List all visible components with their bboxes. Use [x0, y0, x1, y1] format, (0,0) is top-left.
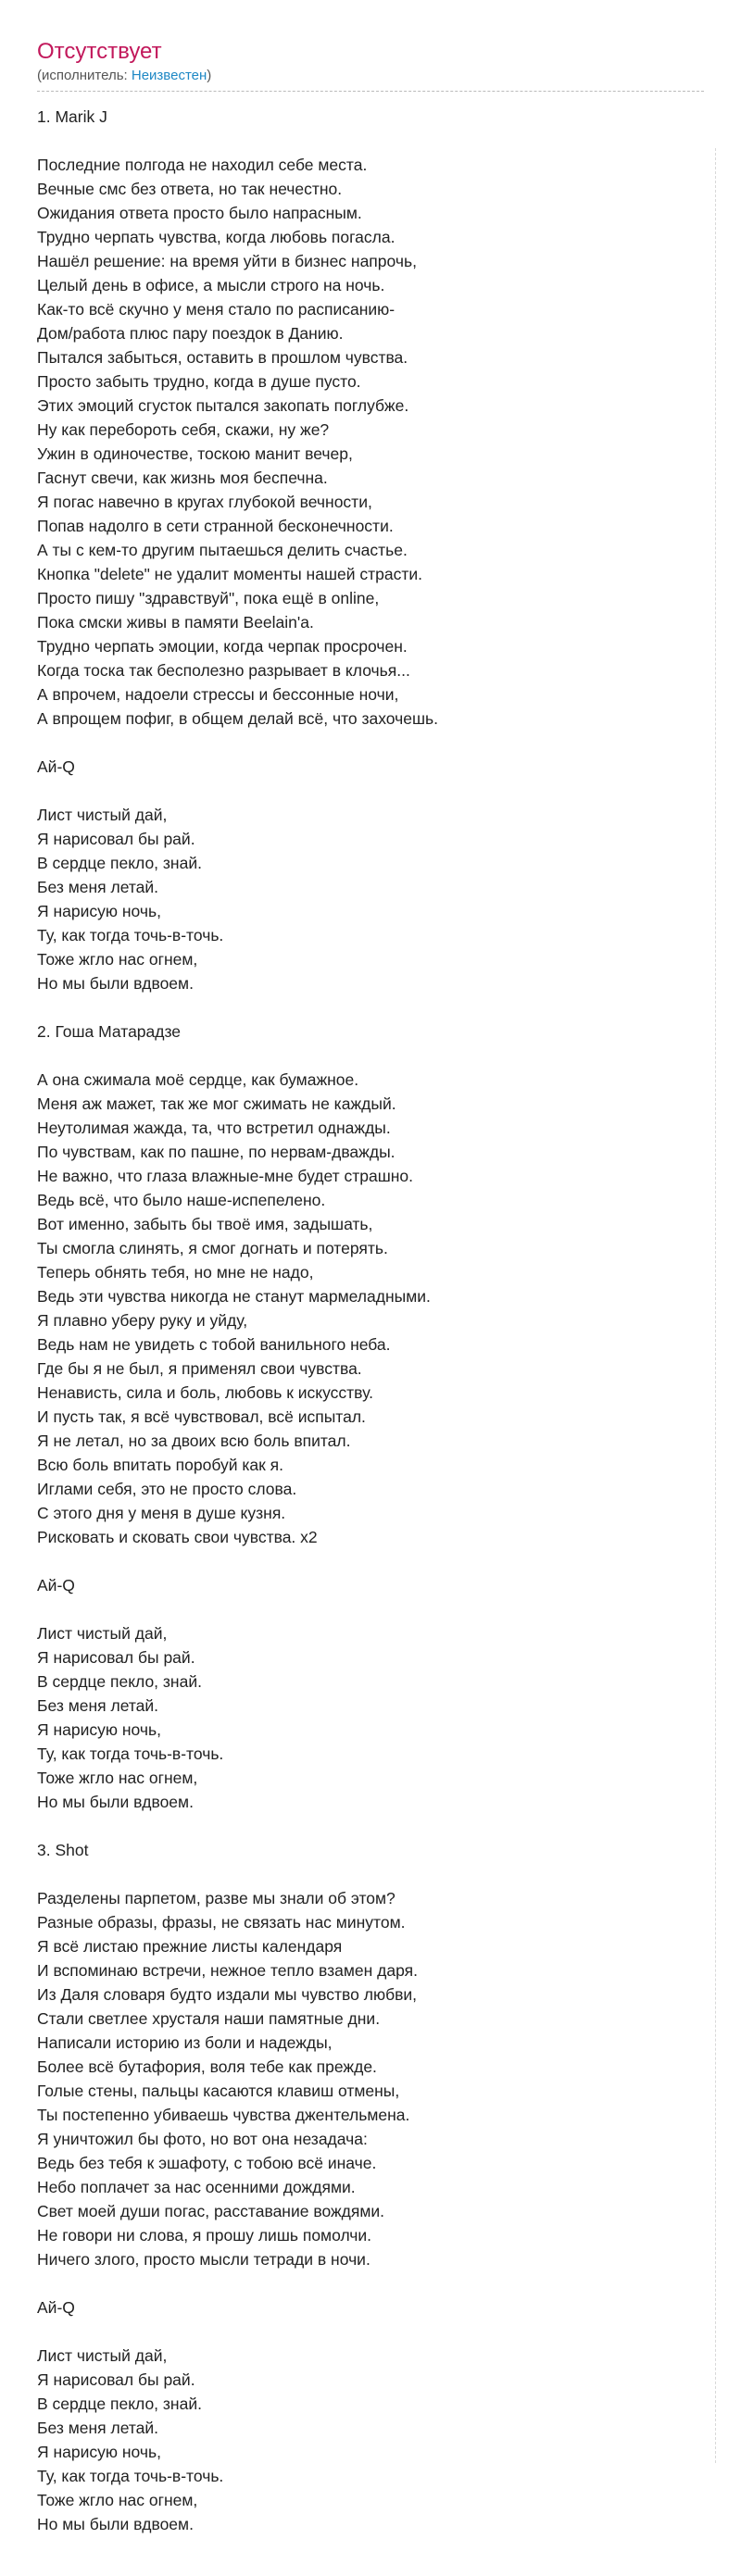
lyric-line: Я нарисую ночь, [37, 1720, 162, 1739]
lyric-line: Просто забыть трудно, когда в душе пусто. [37, 372, 361, 391]
lyric-line: Гаснут свечи, как жизнь моя беспечна. [37, 469, 328, 487]
lyric-line: Ведь нам не увидеть с тобой ванильного неба. [37, 1335, 391, 1354]
lyric-line: Трудно черпать чувства, когда любовь погасла. [37, 228, 396, 246]
artist-line [37, 67, 704, 92]
lyric-line: Я нарисовал бы рай. [37, 1648, 195, 1667]
lyric-line: Ничего злого, просто мысли тетради в ночи. [37, 2250, 370, 2269]
blank-line [37, 731, 704, 755]
lyric-line: Голые стены, пальцы касаются клавиш отмены, [37, 2082, 400, 2100]
lyric-line: Этих эмоций сгусток пытался закопать поглубже. [37, 396, 409, 415]
lyrics-page [37, 39, 704, 2536]
lyric-line: Более всё бутафория, воля тебе как прежде. [37, 2057, 377, 2076]
lyric-line: А ты с кем-то другим пытаешься делить счастье. [37, 541, 408, 559]
lyric-line: По чувствам, как по пашне, по нервам-дважды. [37, 1143, 396, 1161]
lyric-line: Когда тоска так бесполезно разрывает в клочья... [37, 661, 410, 680]
lyric-line: Ведь без тебя к эшафоту, с тобою всё иначе. [37, 2154, 377, 2172]
lyric-line: Ты постепенно убиваешь чувства джентельмена. [37, 2106, 410, 2124]
lyric-line: Я нарисовал бы рай. [37, 830, 195, 848]
lyric-line: Лист чистый дай, [37, 1624, 168, 1643]
lyric-line: Неутолимая жажда, та, что встретил однажды. [37, 1119, 391, 1137]
lyric-line: Теперь обнять тебя, но мне не надо, [37, 1263, 314, 1282]
lyric-line: Разные образы, фразы, не связать нас минутом. [37, 1913, 406, 1932]
lyric-line: В сердце пекло, знай. [37, 1672, 202, 1691]
lyric-line: Ужин в одиночестве, тоскою манит вечер, [37, 444, 353, 463]
lyric-line: В сердце пекло, знай. [37, 2395, 202, 2413]
blank-line [37, 995, 704, 1019]
lyric-line: Из Даля словаря будто издали мы чувство любви, [37, 1985, 418, 2004]
lyric-line: Не говори ни слова, я прошу лишь помолчи. [37, 2226, 372, 2245]
lyric-line: 2. Гоша Матарадзе [37, 1022, 182, 1041]
lyric-line: Тоже жгло нас огнем, [37, 2491, 198, 2509]
lyric-line: Ту, как тогда точь-в-точь. [37, 926, 224, 944]
lyric-line: Я уничтожил бы фото, но вот она незадача: [37, 2130, 368, 2148]
lyric-line: Ай-Q [37, 1576, 75, 1594]
lyric-line: Ай-Q [37, 2298, 75, 2317]
lyric-line: Но мы были вдвоем. [37, 2515, 194, 2533]
lyric-line: Кнопка "delete" не удалит моменты нашей страсти. [37, 565, 422, 583]
blank-line [37, 1044, 704, 1068]
blank-line [37, 129, 704, 153]
lyric-line: Стали светлее хрусталя наши памятные дни. [37, 2009, 381, 2028]
lyric-line: Я нарисую ночь, [37, 902, 162, 920]
lyric-line: Я не летал, но за двоих всю боль впитал. [37, 1432, 351, 1450]
lyric-line: Я нарисовал бы рай. [37, 2370, 195, 2389]
lyric-line: Ту, как тогда точь-в-точь. [37, 1744, 224, 1763]
artist-link[interactable]: Неизвестен [131, 68, 207, 83]
artist-prefix: (исполнитель: [37, 68, 132, 83]
lyric-line: Пока смски живы в памяти Beelain'a. [37, 613, 314, 631]
lyric-line: Но мы были вдвоем. [37, 1793, 194, 1811]
lyric-line: Ведь всё, что было наше-испепелено. [37, 1191, 326, 1209]
lyrics-body [37, 105, 704, 2536]
lyric-line: Где бы я не был, я применял свои чувства. [37, 1359, 362, 1378]
blank-line [37, 2271, 704, 2295]
lyric-line: Лист чистый дай, [37, 806, 168, 824]
right-divider [715, 148, 716, 2463]
lyric-line: Без меня летай. [37, 1696, 159, 1715]
lyric-line: Последние полгода не находил себе места. [37, 156, 368, 174]
lyric-line: Ну как перебороть себя, скажи, ну же? [37, 420, 330, 439]
lyric-line: И вспоминаю встречи, нежное тепло взамен даря. [37, 1961, 418, 1980]
lyric-line: Целый день в офисе, а мысли строго на ночь. [37, 276, 385, 294]
lyric-line: Разделены парпетом, разве мы знали об этом? [37, 1889, 396, 1907]
blank-line [37, 1814, 704, 1838]
lyric-line: Я всё листаю прежние листы календаря [37, 1937, 343, 1956]
blank-line [37, 1862, 704, 1886]
artist-suffix: ) [207, 68, 212, 83]
lyric-line: Небо поплачет за нас осенними дождями. [37, 2178, 356, 2196]
lyric-line: А впрочем, надоели стрессы и бессонные ночи, [37, 685, 399, 704]
lyric-line: Лист чистый дай, [37, 2346, 168, 2365]
lyric-line: Свет моей души погас, расставание вождями. [37, 2202, 385, 2220]
lyric-line: Трудно черпать эмоции, когда черпак просрочен. [37, 637, 408, 656]
blank-line [37, 1549, 704, 1573]
lyric-line: Без меня летай. [37, 2419, 159, 2437]
blank-line [37, 1597, 704, 1621]
lyric-line: Я погас навечно в кругах глубокой вечности, [37, 493, 372, 511]
lyric-line: Тоже жгло нас огнем, [37, 1769, 198, 1787]
lyric-line: Ведь эти чувства никогда не станут мармеладными. [37, 1287, 431, 1306]
lyric-line: А впрощем пофиг, в общем делай всё, что захочешь. [37, 709, 439, 728]
lyric-line: Дом/работа плюс пару поездок в Данию. [37, 324, 344, 343]
lyric-line: С этого дня у меня в душе кузня. [37, 1504, 286, 1522]
lyric-line: Попав надолго в сети странной бесконечности. [37, 517, 394, 535]
blank-line [37, 2320, 704, 2344]
lyric-line: А она сжимала моё сердце, как бумажное. [37, 1070, 359, 1089]
lyric-line: Вечные смс без ответа, но так нечестно. [37, 180, 343, 198]
blank-line [37, 779, 704, 803]
lyric-line: Без меня летай. [37, 878, 159, 896]
lyric-line: 3. Shot [37, 1841, 89, 1859]
lyric-line: Ту, как тогда точь-в-точь. [37, 2467, 224, 2485]
lyric-line: Пытался забыться, оставить в прошлом чувства. [37, 348, 408, 367]
lyric-line: Я плавно уберу руку и уйду, [37, 1311, 248, 1330]
lyric-line: Я нарисую ночь, [37, 2443, 162, 2461]
lyric-line: Написали историю из боли и надежды, [37, 2033, 333, 2052]
lyric-line: Ты смогла слинять, я смог догнать и потерять. [37, 1239, 388, 1257]
lyric-line: Нашёл решение: на время уйти в бизнес напрочь, [37, 252, 417, 270]
lyric-line: Как-то всё скучно у меня стало по расписанию- [37, 300, 396, 319]
lyric-line: Ненависть, сила и боль, любовь к искусству. [37, 1383, 373, 1402]
lyric-line: Не важно, что глаза влажные-мне будет страшно. [37, 1167, 414, 1185]
lyric-line: Всю боль впитать поробуй как я. [37, 1456, 284, 1474]
lyric-line: Но мы были вдвоем. [37, 974, 194, 993]
lyric-line: Тоже жгло нас огнем, [37, 950, 198, 969]
lyric-line: Меня аж мажет, так же мог сжимать не каждый. [37, 1094, 396, 1113]
lyric-line: И пусть так, я всё чувствовал, всё испытал. [37, 1407, 366, 1426]
lyric-line: 1. Marik J [37, 107, 107, 126]
lyric-line: Ожидания ответа просто было напрасным. [37, 204, 362, 222]
lyric-line: Просто пишу "здравствуй", пока ещё в online, [37, 589, 380, 607]
lyric-line: Ай-Q [37, 757, 75, 776]
lyric-line: Вот именно, забыть бы твоё имя, задышать, [37, 1215, 373, 1233]
lyric-line: В сердце пекло, знай. [37, 854, 202, 872]
lyric-line: Рисковать и сковать свои чувства. x2 [37, 1528, 318, 1546]
song-title: Отсутствует [37, 39, 162, 64]
lyric-line: Иглами себя, это не просто слова. [37, 1480, 297, 1498]
